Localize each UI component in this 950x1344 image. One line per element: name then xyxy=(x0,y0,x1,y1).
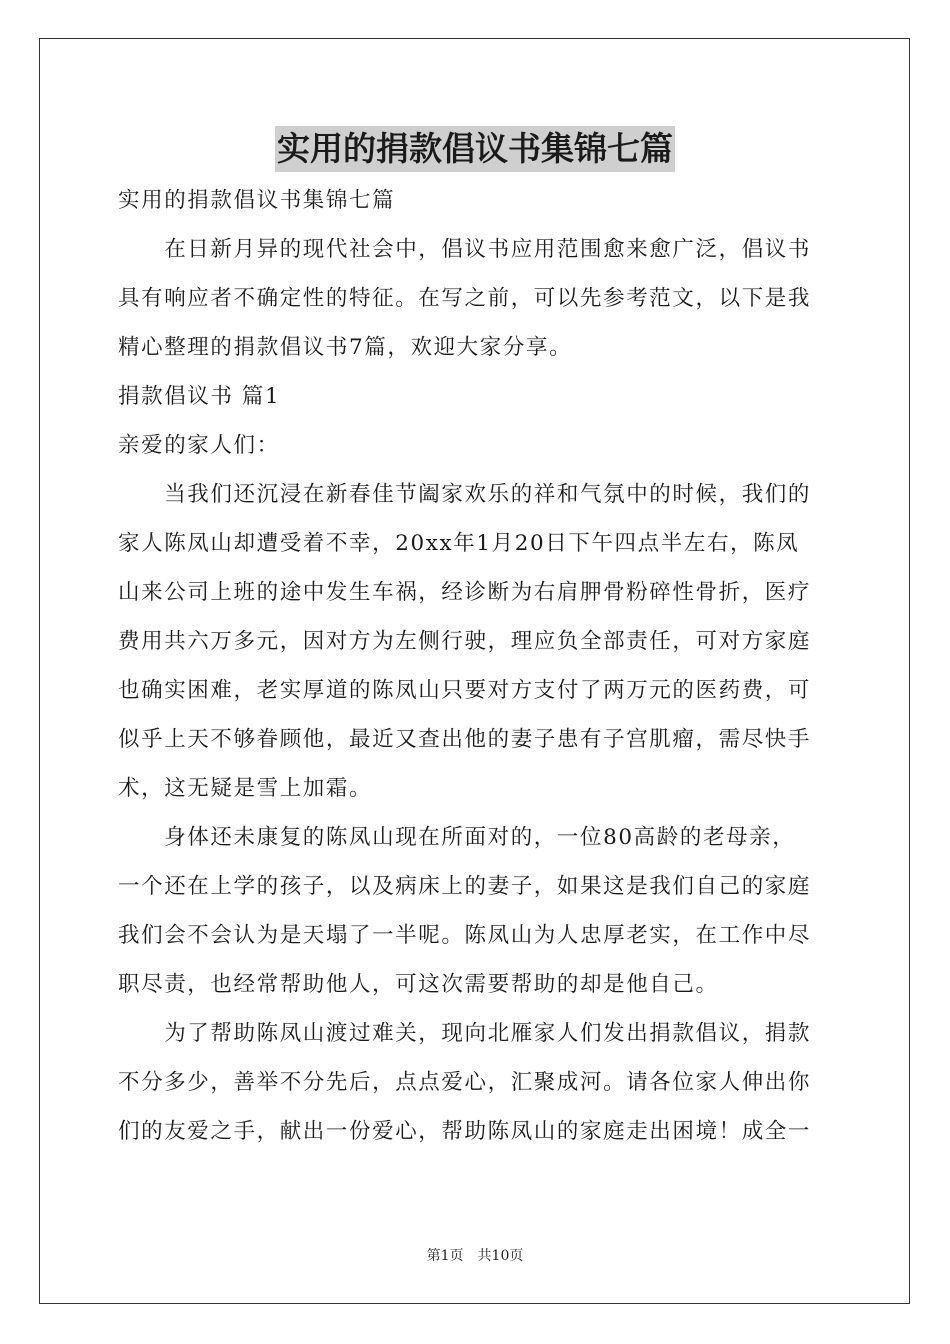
title-container xyxy=(0,126,950,172)
intro-line: 精心整理的捐款倡议书7篇，欢迎大家分享。 xyxy=(118,335,573,360)
body-paragraph-3 xyxy=(118,1009,834,1156)
paragraph-line: 职尽责，也经常帮助他人，可这次需要帮助的却是他自己。 xyxy=(118,972,719,997)
paragraph-line: 费用共六万多元，因对方为左侧行驶，理应负全部责任，可对方家庭 xyxy=(118,629,812,654)
paragraph-line: 似乎上天不够眷顾他，最近又查出他的妻子患有子宫肌瘤，需尽快手 xyxy=(118,727,812,752)
body-paragraph-1 xyxy=(118,470,834,813)
intro-paragraph xyxy=(118,225,834,372)
paragraph-line: 当我们还沉浸在新春佳节阖家欢乐的祥和气氛中的时候，我们的 xyxy=(118,482,812,507)
paragraph-line: 山来公司上班的途中发生车祸，经诊断为右肩胛骨粉碎性骨折，医疗 xyxy=(118,580,812,605)
intro-line: 在日新月异的现代社会中，倡议书应用范围愈来愈广泛，倡议书 xyxy=(118,237,812,262)
page-footer xyxy=(0,1246,950,1266)
paragraph-line: 术，这无疑是雪上加霜。 xyxy=(118,776,373,801)
paragraph-line: 家人陈凤山却遭受着不幸，20xx年1月20日下午四点半左右，陈凤 xyxy=(118,531,800,556)
salutation: 亲爱的家人们： xyxy=(118,433,280,458)
document-subtitle: 实用的捐款倡议书集锦七篇 xyxy=(118,188,396,213)
document-body xyxy=(118,176,834,1156)
section-heading: 捐款倡议书 篇1 xyxy=(118,384,281,409)
page-number: 第1页 共10页 xyxy=(426,1248,524,1264)
paragraph-line: 一个还在上学的孩子，以及病床上的妻子，如果这是我们自己的家庭 xyxy=(118,874,812,899)
paragraph-line: 也确实困难，老实厚道的陈凤山只要对方支付了两万元的医药费，可 xyxy=(118,678,812,703)
body-paragraph-2 xyxy=(118,813,834,1009)
paragraph-line: 我们会不会认为是天塌了一半呢。陈凤山为人忠厚老实，在工作中尽 xyxy=(118,923,812,948)
intro-line: 具有响应者不确定性的特征。在写之前，可以先参考范文，以下是我 xyxy=(118,286,812,311)
paragraph-line: 们的友爱之手，献出一份爱心，帮助陈凤山的家庭走出困境！成全一 xyxy=(118,1119,812,1144)
paragraph-line: 为了帮助陈凤山渡过难关，现向北雁家人们发出捐款倡议，捐款 xyxy=(118,1021,812,1046)
paragraph-line: 身体还未康复的陈凤山现在所面对的，一位80高龄的老母亲， xyxy=(118,825,796,850)
document-title: 实用的捐款倡议书集锦七篇 xyxy=(275,126,675,172)
paragraph-line: 不分多少，善举不分先后，点点爱心，汇聚成河。请各位家人伸出你 xyxy=(118,1070,812,1095)
